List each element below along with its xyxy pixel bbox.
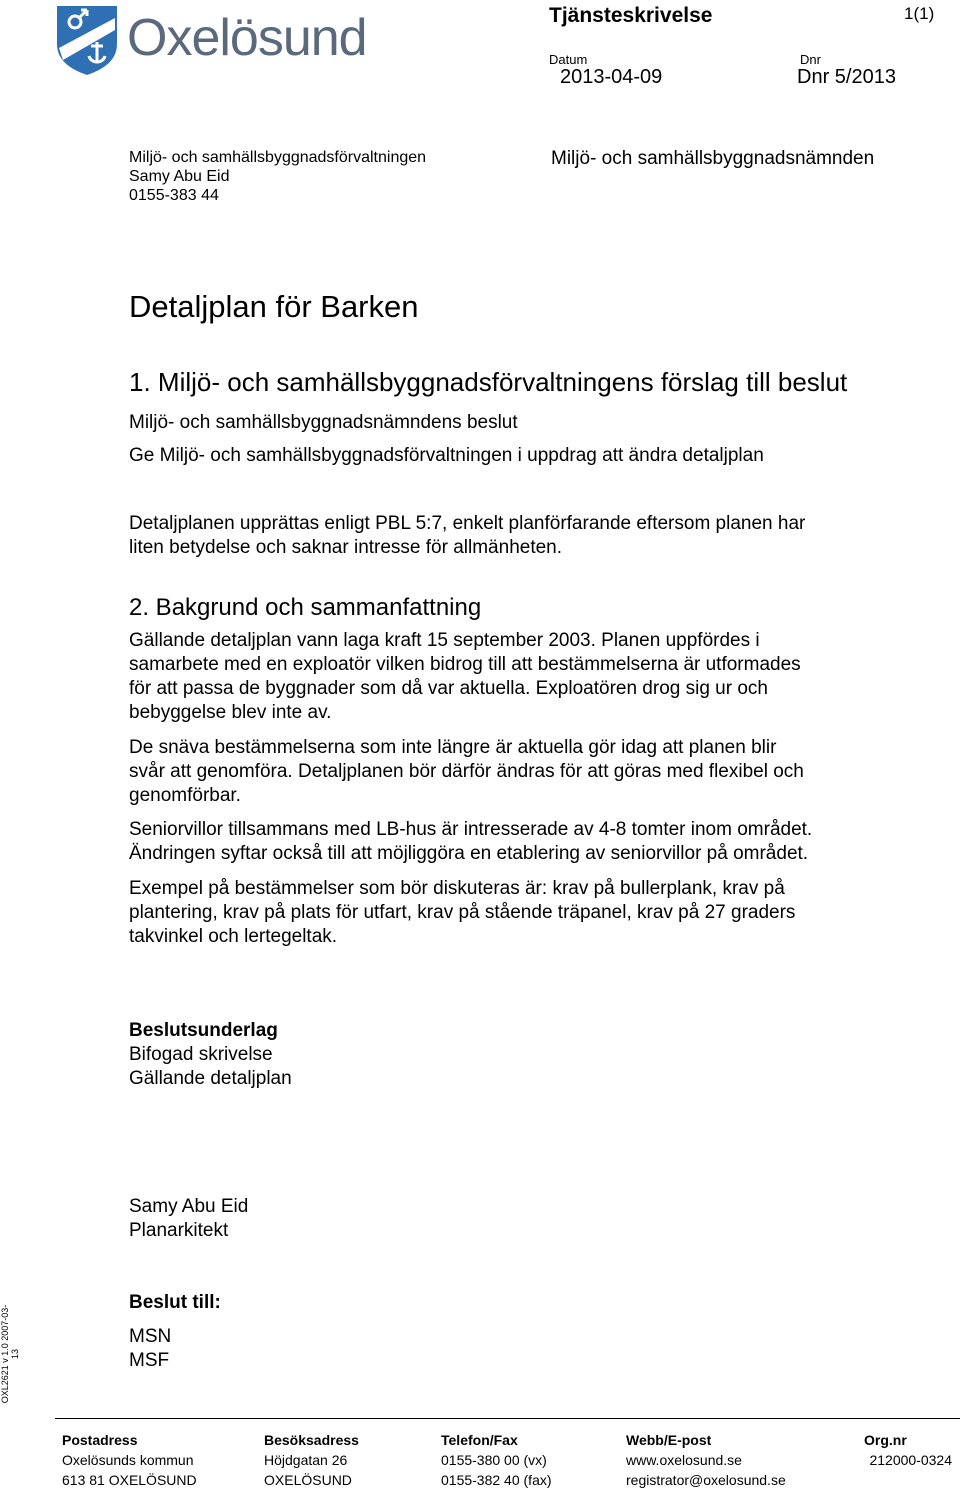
website-link[interactable]: www.oxelosund.se <box>626 1452 742 1468</box>
dnr-label: Dnr <box>800 52 821 67</box>
section-2-paragraph-2: De snäva bestämmelserna som inte längre är aktuella gör idag att planen blir svår att genomföra. Detaljplanen bör därför ändras för att göras med flexibel och genomförbar. <box>129 737 804 806</box>
footer-org: Org.nr 212000-0324 <box>864 1432 952 1468</box>
date-value: 2013-04-09 <box>560 66 663 88</box>
section-2-paragraph-4: Exempel på bestämmelser som bör diskuteras är: krav på bullerplank, krav på plantering, krav på plats för utfart, krav på stående träpanel, krav på 27 graders takvinkel och lertegeltak. <box>129 878 796 947</box>
municipality-logo <box>55 4 119 81</box>
signature-block <box>129 1195 899 1243</box>
basis-block <box>129 1019 899 1091</box>
sender-name: Samy Abu Eid <box>129 168 230 185</box>
form-version-text: OXL2621 v 1.0 2007-03-13 <box>0 1304 20 1404</box>
section-2-paragraph-1: Gällande detaljplan vann laga kraft 15 september 2003. Planen uppfördes i samarbete med en exploatör vilken bidrog till att bestämmelserna är utformades för att passa de byggnader som då var aktuella. Exploatören drog sig ur och bebyggelse blev inte av. <box>129 630 801 723</box>
sender-phone: 0155-383 44 <box>129 187 219 204</box>
decision-to-heading: Beslut till: <box>129 1292 221 1313</box>
dnr-value: Dnr 5/2013 <box>797 66 896 88</box>
footer-divider <box>55 1418 960 1419</box>
footer-phone: Telefon/Fax 0155-380 00 (vx) 0155-382 40 (fax) <box>441 1432 552 1488</box>
footer-web: Webb/E-post www.oxelosund.se registrator@oxelosund.se <box>626 1432 786 1488</box>
section-1-paragraph: Detaljplanen upprättas enligt PBL 5:7, enkelt planförfarande eftersom planen har liten betydelse och saknar intresse för allmänheten. <box>129 513 806 558</box>
sender-block <box>129 148 426 205</box>
coat-of-arms-icon <box>55 4 119 76</box>
basis-item: Gällande detaljplan <box>129 1068 292 1089</box>
basis-heading: Beslutsunderlag <box>129 1020 278 1041</box>
document-title: Detaljplan för Barken <box>129 289 419 324</box>
signature-title: Planarkitekt <box>129 1220 229 1241</box>
section-2-heading: 2. Bakgrund och sammanfattning <box>129 594 482 621</box>
section-1-decision: Ge Miljö- och samhällsbyggnadsförvaltningen i uppdrag att ändra detaljplan <box>129 445 764 466</box>
logo-wordmark: Oxelösund <box>127 9 367 67</box>
sender-office: Miljö- och samhällsbyggnadsförvaltningen <box>129 149 427 166</box>
decision-to-list <box>129 1325 899 1373</box>
decision-to-item: MSF <box>129 1350 170 1371</box>
section-1-heading: 1. Miljö- och samhällsbyggnadsförvaltningens förslag till beslut <box>129 367 848 397</box>
footer-postal: Postadress Oxelösunds kommun 613 81 OXELÖSUND <box>62 1432 197 1488</box>
date-label: Datum <box>549 52 588 67</box>
basis-item: Bifogad skrivelse <box>129 1044 273 1065</box>
document-type: Tjänsteskrivelse <box>549 4 713 27</box>
section-1-subheading: Miljö- och samhällsbyggnadsnämndens beslut <box>129 412 518 433</box>
signature-name: Samy Abu Eid <box>129 1196 249 1217</box>
footer-visit: Besöksadress Höjdgatan 26 OXELÖSUND <box>264 1432 359 1488</box>
page-number: 1(1) <box>904 4 935 23</box>
decision-to-item: MSN <box>129 1326 172 1347</box>
email-link[interactable]: registrator@oxelosund.se <box>626 1472 786 1488</box>
recipient: Miljö- och samhällsbyggnadsnämnden <box>551 148 875 169</box>
section-2-paragraph-3: Seniorvillor tillsammans med LB-hus är intresserade av 4-8 tomter inom området. Ändringen syftar också till att möjliggöra en etablering av seniorvillor på området. <box>129 819 813 864</box>
